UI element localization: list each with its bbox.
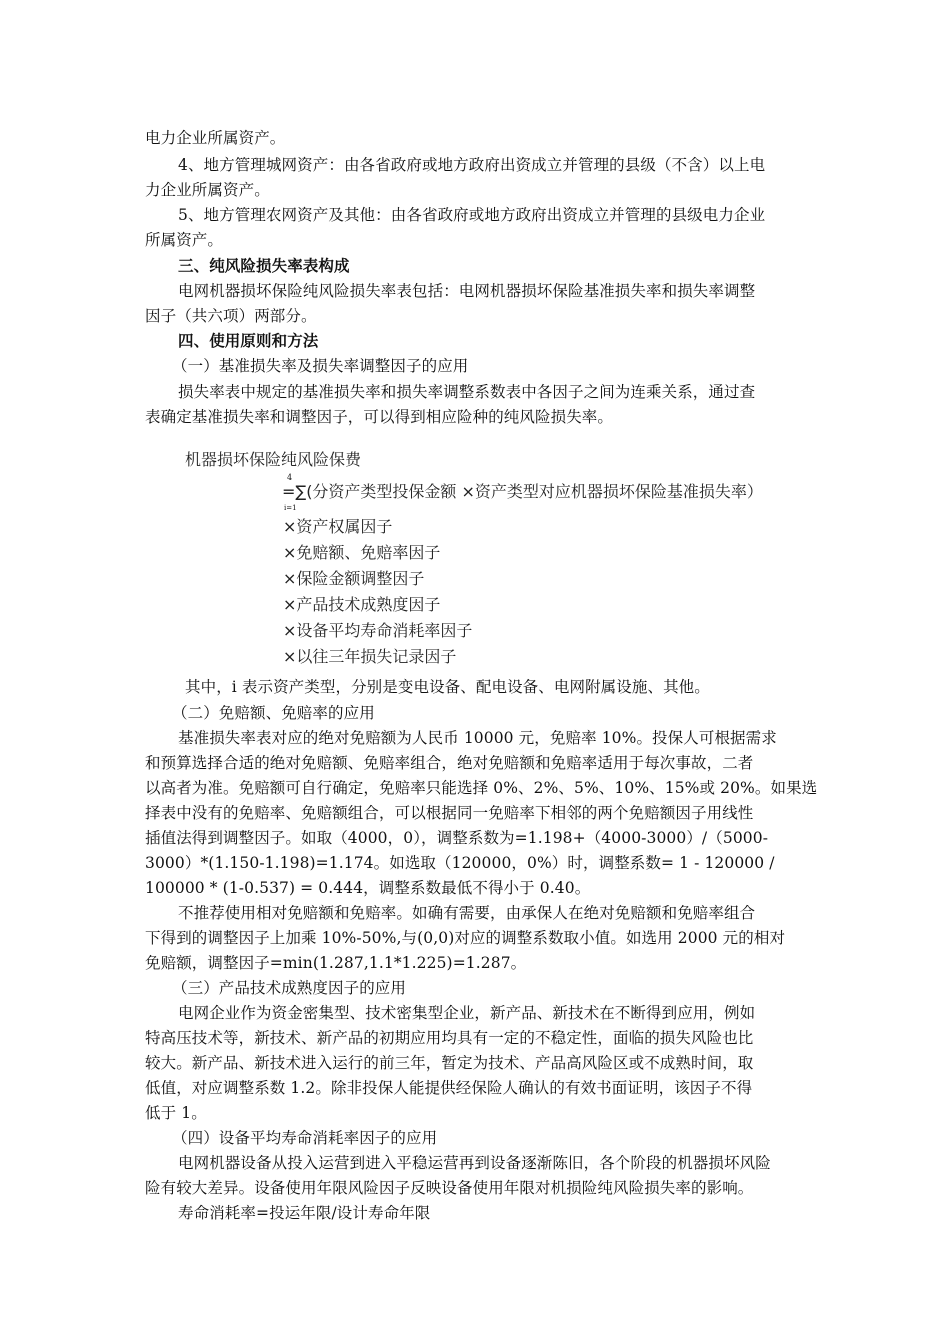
paragraph-line: 低于 1。	[145, 1104, 207, 1122]
formula-factor: ×资产权属因子	[283, 517, 393, 536]
paragraph-line: 5、地方管理农网资产及其他：由各省政府或地方政府出资成立并管理的县级电力企业	[178, 206, 766, 224]
paragraph-line: 电网机器设备从投入运营到进入平稳运营再到设备逐渐陈旧，各个阶段的机器损坏风险	[178, 1154, 771, 1172]
formula-factor: ×以往三年损失记录因子	[283, 647, 457, 666]
paragraph-line: 力企业所属资产。	[145, 181, 270, 199]
paragraph-line: 电网企业作为资金密集型、技术密集型企业，新产品、新技术在不断得到应用，例如	[178, 1004, 756, 1022]
paragraph-line: 电力企业所属资产。	[145, 129, 286, 147]
paragraph-line: 其中，i 表示资产类型，分别是变电设备、配电设备、电网附属设施、其他。	[185, 678, 710, 696]
paragraph-line: 基准损失率表对应的绝对免赔额为人民币 10000 元，免赔率 10%。投保人可根据需求	[178, 729, 777, 747]
paragraph-line: 择表中没有的免赔率、免赔额组合，可以根据同一免赔率下相邻的两个免赔额因子用线性	[145, 804, 754, 822]
paragraph-line: 较大。新产品、新技术进入运行的前三年，暂定为技术、产品高风险区或不成熟时间，取	[145, 1054, 754, 1072]
paragraph-line: 险有较大差异。设备使用年限风险因子反映设备使用年限对机损险纯风险损失率的影响。	[145, 1179, 754, 1197]
paragraph-line: 免赔额，调整因子=min(1.287,1.1*1.225)=1.287。	[145, 954, 527, 972]
paragraph-line: 所属资产。	[145, 231, 224, 249]
paragraph-line: 4、地方管理城网资产：由各省政府或地方政府出资成立并管理的县级（不含）以上电	[178, 156, 766, 174]
paragraph-line: 因子（共六项）两部分。	[145, 307, 317, 325]
section-heading: 四、使用原则和方法	[178, 331, 319, 350]
paragraph-line: 下得到的调整因子上加乘 10%-50%,与(0,0)对应的调整系数取小值。如选用 2000 元的相对	[145, 929, 786, 947]
paragraph-line: 不推荐使用相对免赔额和免赔率。如确有需要，由承保人在绝对免赔额和免赔率组合	[178, 904, 756, 922]
paragraph-line: 和预算选择合适的绝对免赔额、免赔率组合，绝对免赔额和免赔率适用于每次事故，二者	[145, 754, 754, 772]
subsection-heading: （二）免赔额、免赔率的应用	[172, 704, 375, 722]
paragraph-line: 表确定基准损失率和调整因子，可以得到相应险种的纯风险损失率。	[145, 408, 614, 426]
paragraph-line: 以高者为准。免赔额可自行确定，免赔率只能选择 0%、2%、5%、10%、15%或 20%。如果选	[145, 779, 818, 797]
paragraph-line: 低值，对应调整系数 1.2。除非投保人能提供经保险人确认的有效书面证明，该因子不得	[145, 1079, 753, 1097]
formula-factor: ×保险金额调整因子	[283, 569, 425, 588]
sum-upper-limit: 4	[287, 473, 293, 482]
subsection-heading: （一）基准损失率及损失率调整因子的应用	[172, 357, 469, 375]
paragraph-line: 插值法得到调整因子。如取（4000，0），调整系数为=1.198+（4000-3000）/（5000-	[145, 829, 769, 847]
formula-factor: ×设备平均寿命消耗率因子	[283, 621, 473, 640]
formula-factor: ×免赔额、免赔率因子	[283, 543, 441, 562]
paragraph-line: 特高压技术等，新技术、新产品的初期应用均具有一定的不稳定性，面临的损失风险也比	[145, 1029, 754, 1047]
paragraph-line: 损失率表中规定的基准损失率和损失率调整系数表中各因子之间为连乘关系，通过查	[178, 383, 756, 401]
paragraph-line: 3000）*(1.150-1.198)=1.174。如选取（120000，0%）时，调整系数= 1 - 120000 /	[145, 854, 775, 872]
paragraph-line: 电网机器损坏保险纯风险损失率表包括：电网机器损坏保险基准损失率和损失率调整	[178, 282, 756, 300]
paragraph-line: 100000 * (1-0.537) = 0.444，调整系数最低不得小于 0.40。	[145, 879, 591, 897]
formula-title: 机器损坏保险纯风险保费	[185, 450, 362, 469]
paragraph-line: 寿命消耗率=投运年限/设计寿命年限	[178, 1204, 431, 1222]
subsection-heading: （四）设备平均寿命消耗率因子的应用	[172, 1129, 438, 1147]
formula-sum-expression: =∑(分资产类型投保金额 ×资产类型对应机器损坏保险基准损失率）	[282, 482, 763, 501]
sum-lower-limit: i=1	[284, 504, 297, 512]
subsection-heading: （三）产品技术成熟度因子的应用	[172, 979, 407, 997]
section-heading: 三、纯风险损失率表构成	[178, 256, 350, 275]
formula-factor: ×产品技术成熟度因子	[283, 595, 441, 614]
